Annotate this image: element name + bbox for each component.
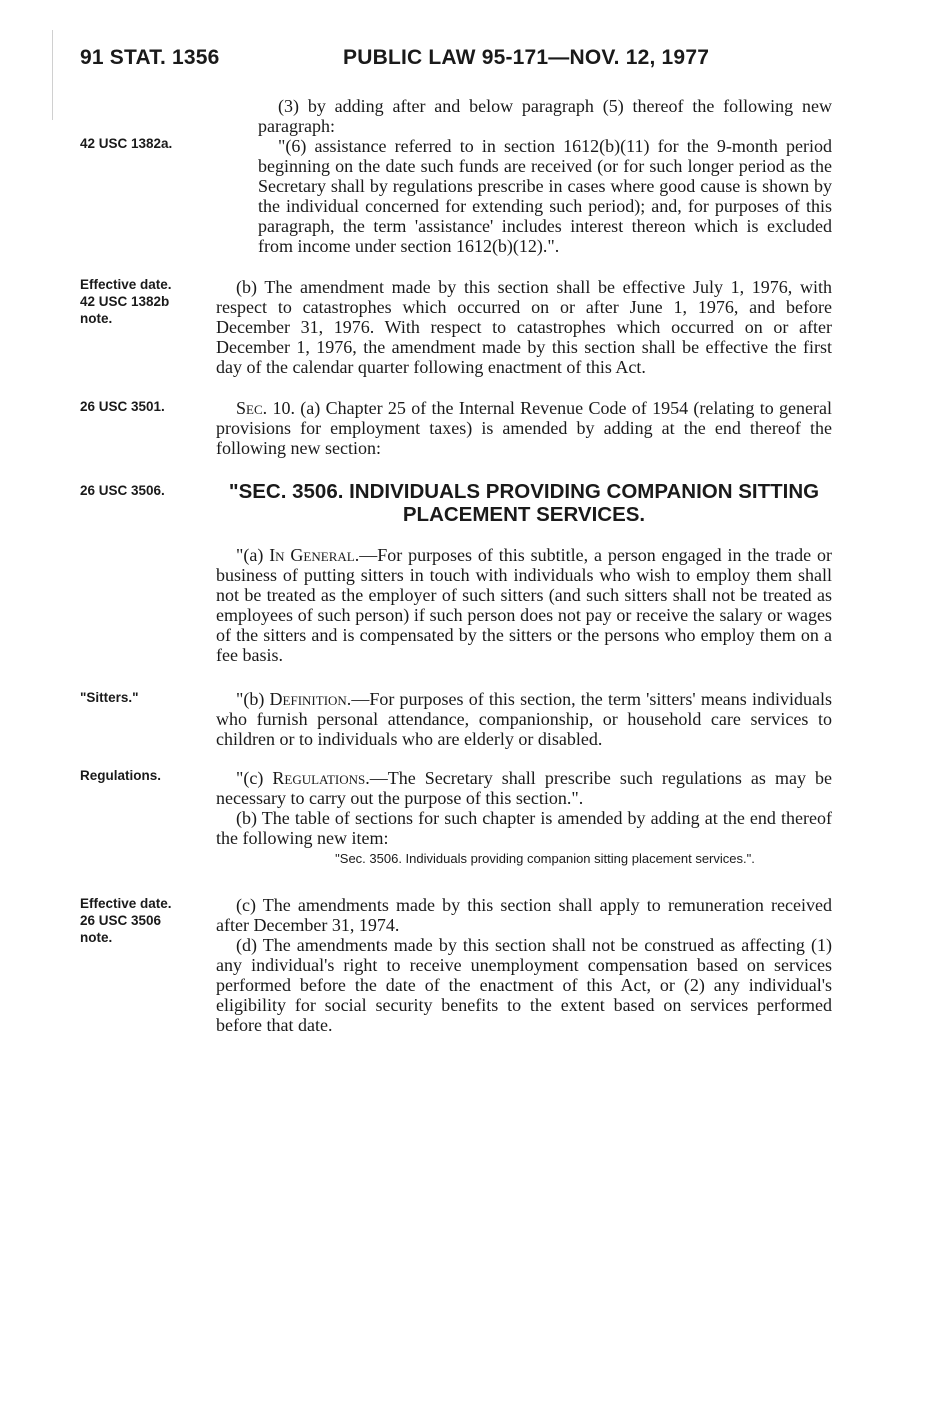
subsection-b-definition [216, 689, 832, 749]
subsection-caption: Regulations. [272, 768, 370, 788]
paragraph-c-remuneration: (c) The amendments made by this section shall apply to remuneration received after December 31, 1974. [216, 895, 832, 935]
subsection-a-in-general [216, 545, 832, 665]
paragraph-3: (3) by adding after and below paragraph (5) thereof the following new paragraph: [258, 96, 832, 136]
paragraph-b-effective: (b) The amendment made by this section shall be effective July 1, 1976, with respect to catastrophes which occurred on or after June 1, 1976, and before December 31, 1976. With respect to catastrophes which occurred on or after December 1, 1976, the amendment made by this section shall be effective the first day of the calendar quarter following enactment of this Act. [216, 277, 832, 377]
margin-note-regulations: Regulations. [80, 768, 162, 783]
subsection-text: —For purposes of this subtitle, a person engaged in the trade or business of putting sitters in touch with individuals who wish to employ them shall not be treated as the employer of such sitters (and such sitters shall not be treated as employees of such person) if such person does not pay or receive the salary or wages of the sitters and is compensated by the sitters or the persons who employ them on a fee basis. [216, 545, 833, 665]
subsection-prefix: "(a) [236, 545, 264, 565]
subsection-prefix: "(b) [236, 689, 265, 709]
running-header-title: PUBLIC LAW 95-171—NOV. 12, 1977 [343, 46, 710, 69]
subsection-text: —For purposes of this section, the term 'sitters' means individuals who furnish personal attendance, companionship, or household care services to children or to individuals who are elderly or disabled. [216, 689, 832, 749]
margin-note-line: 26 USC 3506 [80, 913, 162, 928]
margin-note-26-usc-3501: 26 USC 3501. [80, 399, 165, 414]
subsection-caption: Definition. [269, 689, 352, 709]
paragraph-sec-10 [216, 398, 832, 458]
section-heading-3506: "SEC. 3506. INDIVIDUALS PROVIDING COMPANION SITTING PLACEMENT SERVICES. [228, 480, 820, 526]
margin-note-effective-date-1 [80, 276, 205, 327]
section-label: Sec. [236, 398, 268, 418]
margin-note-effective-date-2 [80, 895, 205, 946]
margin-note-line: 42 USC 1382b [80, 294, 170, 309]
section-text: 10. (a) Chapter 25 of the Internal Revenue Code of 1954 (relating to general provisions for employment taxes) is amended by adding at the end thereof the following new section: [216, 398, 832, 458]
subsection-c-regulations [216, 768, 832, 808]
margin-note-26-usc-3506: 26 USC 3506. [80, 483, 165, 498]
paragraph-6-assistance: "(6) assistance referred to in section 1612(b)(11) for the 9-month period beginning on the date such funds are received (or for such longer period as the Secretary shall by regulations prescribe in cases where good cause is shown by the individual concerned for extending such period); and, for purposes of this paragraph, the term 'assistance' includes interest thereon which is excluded from income under section 1612(b)(12).". [258, 136, 832, 256]
scan-edge-line [52, 30, 53, 120]
subsection-prefix: "(c) [236, 768, 264, 788]
subsection-caption: In General. [269, 545, 360, 565]
subsection-text: —The Secretary shall prescribe such regulations as may be necessary to carry out the purpose of this section.". [216, 768, 832, 808]
margin-note-line: note. [80, 930, 113, 945]
margin-note-line: note. [80, 311, 113, 326]
margin-note-sitters: "Sitters." [80, 690, 139, 705]
paragraph-d-construction: (d) The amendments made by this section shall not be construed as affecting (1) any individual's right to receive unemployment compensation based on services performed before the date of the enactment of this Act, or (2) any individual's eligibility for social security benefits to the extent based on services performed before that date. [216, 935, 832, 1035]
margin-note-42-usc-1382a: 42 USC 1382a. [80, 136, 173, 151]
paragraph-b-table: (b) The table of sections for such chapter is amended by adding at the end thereof the following new item: [216, 808, 832, 848]
table-of-sections-item: "Sec. 3506. Individuals providing companion sitting placement services.". [335, 851, 755, 866]
margin-note-line: Effective date. [80, 277, 172, 292]
page-statute-number: 91 STAT. 1356 [80, 46, 220, 69]
margin-note-line: Effective date. [80, 896, 172, 911]
